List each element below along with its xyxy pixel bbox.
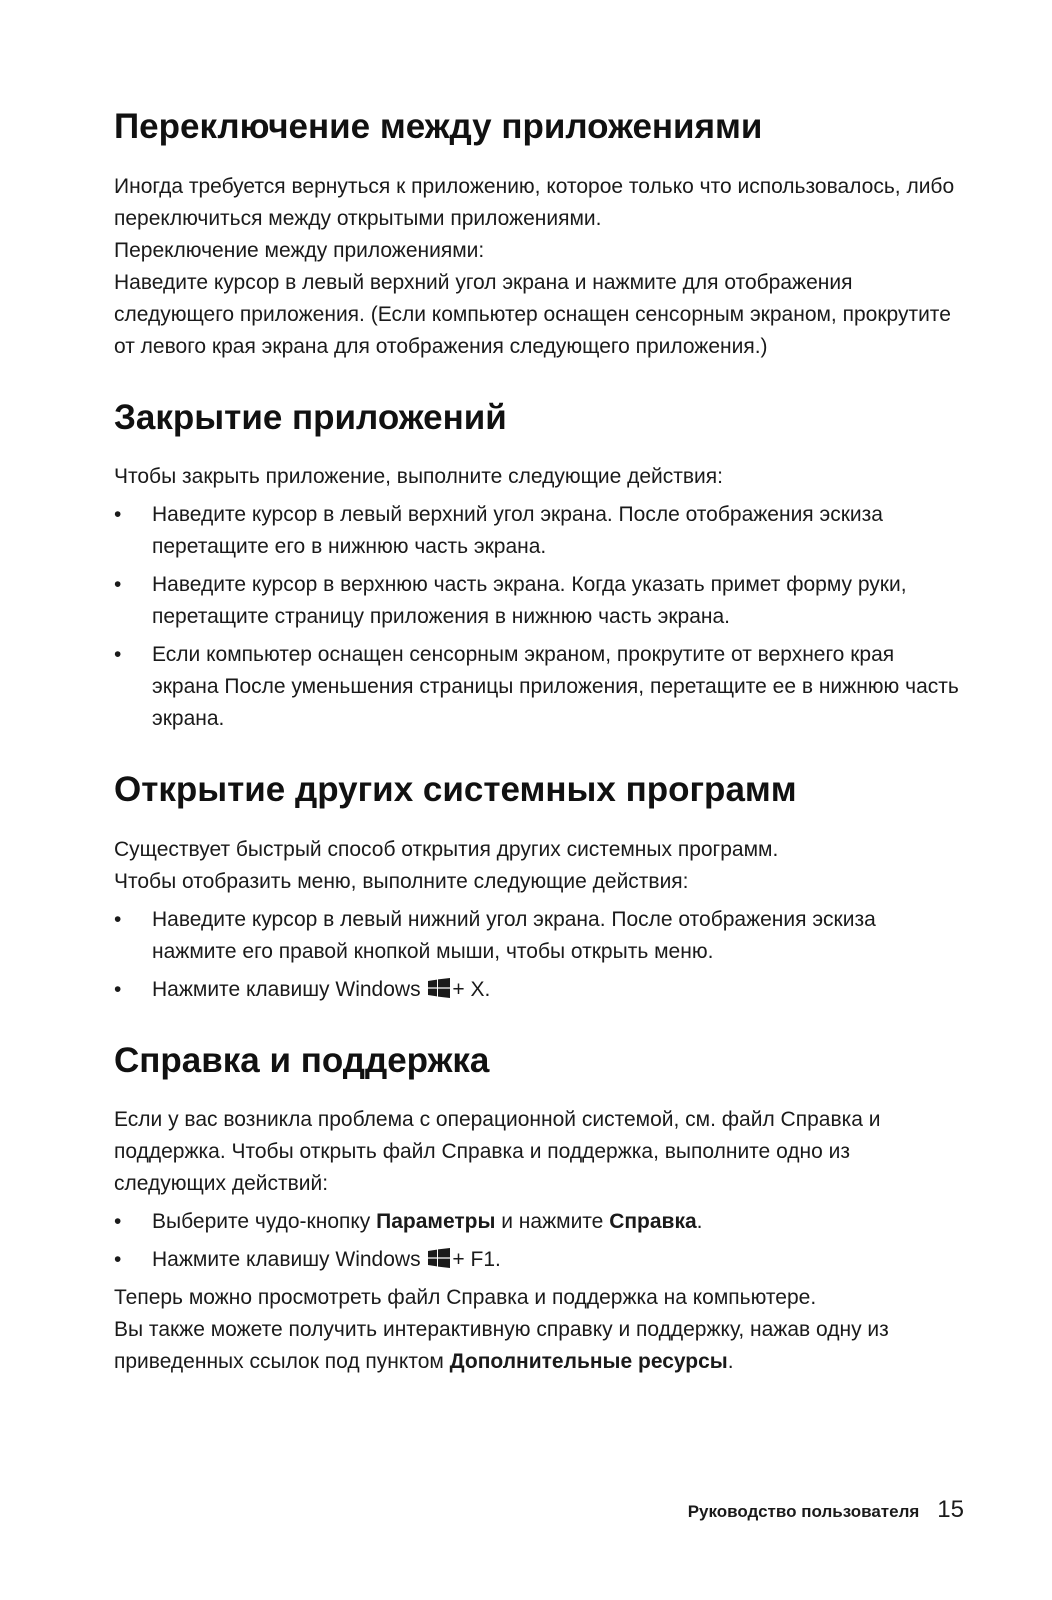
list-item: • Выберите чудо-кнопку Параметры и нажмите Справка. [114, 1206, 964, 1238]
paragraph: Вы также можете получить интерактивную справку и поддержку, нажав одну из приведенных ссылок под пунктом Дополнительные ресурсы. [114, 1318, 889, 1373]
bullet-list [114, 904, 964, 1006]
paragraph: Чтобы отобразить меню, выполните следующие действия: [114, 869, 689, 893]
heading-other-programs: Открытие других системных программ [114, 770, 797, 809]
paragraph: Теперь можно просмотреть файл Справка и поддержка на компьютере. [114, 1286, 817, 1309]
bold-help: Справка [609, 1210, 697, 1233]
bullet: • [114, 643, 122, 666]
paragraph: Наведите курсор в левый верхний угол экрана и нажмите для отображения следующего приложения. (Если компьютер оснащен сенсорным экраном, прокрутите от левого края экрана для отображения следующего приложения.) [114, 270, 951, 358]
paragraph: Переключение между приложениями: [114, 238, 485, 262]
windows-logo-icon [428, 1248, 450, 1268]
bullet: • [114, 977, 122, 1001]
bullet: • [114, 1210, 122, 1233]
heading-help-support: Справка и поддержка [114, 1040, 490, 1080]
bullet: • [114, 1248, 122, 1271]
windows-logo-icon [428, 978, 450, 998]
document-page [114, 108, 964, 1414]
section-switching-apps [114, 108, 964, 363]
page-footer [688, 1496, 964, 1524]
section-other-programs [114, 771, 964, 1006]
bullet-list [114, 1206, 964, 1276]
bullet: • [114, 503, 122, 526]
bullet: • [114, 907, 122, 931]
list-item: • Нажмите клавишу Windows + F1. [114, 1244, 964, 1276]
paragraph: Иногда требуется вернуться к приложению, которое только что использовалось, либо переключиться между открытыми приложениями. [114, 174, 955, 230]
bold-additional-resources: Дополнительные ресурсы [449, 1350, 728, 1373]
paragraph: Если у вас возникла проблема с операционной системой, см. файл Справка и поддержка. Чтобы открыть файл Справка и поддержка, выполните одно из следующих действий: [114, 1108, 881, 1195]
bullet-list [114, 499, 964, 735]
page-number: 15 [937, 1496, 964, 1523]
heading-closing-apps: Закрытие приложений [114, 397, 507, 437]
list-item: • Наведите курсор в левый верхний угол экрана. После отображения эскиза перетащите его в нижнюю часть экрана. [114, 499, 964, 563]
list-item: • Наведите курсор в верхнюю часть экрана. Когда указать примет форму руки, перетащите страницу приложения в нижнюю часть экрана. [114, 569, 964, 633]
list-item: • Наведите курсор в левый нижний угол экрана. После отображения эскиза нажмите его правой кнопкой мыши, чтобы открыть меню. [114, 904, 964, 968]
list-item: • Если компьютер оснащен сенсорным экраном, прокрутите от верхнего края экрана После уменьшения страницы приложения, перетащите ее в нижнюю часть экрана. [114, 639, 964, 735]
paragraph: Существует быстрый способ открытия других системных программ. [114, 837, 779, 861]
bullet: • [114, 573, 122, 596]
paragraph: Чтобы закрыть приложение, выполните следующие действия: [114, 465, 723, 488]
bold-settings: Параметры [376, 1210, 496, 1233]
list-item: • Нажмите клавишу Windows + X. [114, 974, 964, 1006]
heading-switching-apps: Переключение между приложениями [114, 107, 763, 146]
footer-guide-title: Руководство пользователя [687, 1502, 920, 1521]
section-closing-apps [114, 399, 964, 736]
section-help-support [114, 1042, 964, 1379]
